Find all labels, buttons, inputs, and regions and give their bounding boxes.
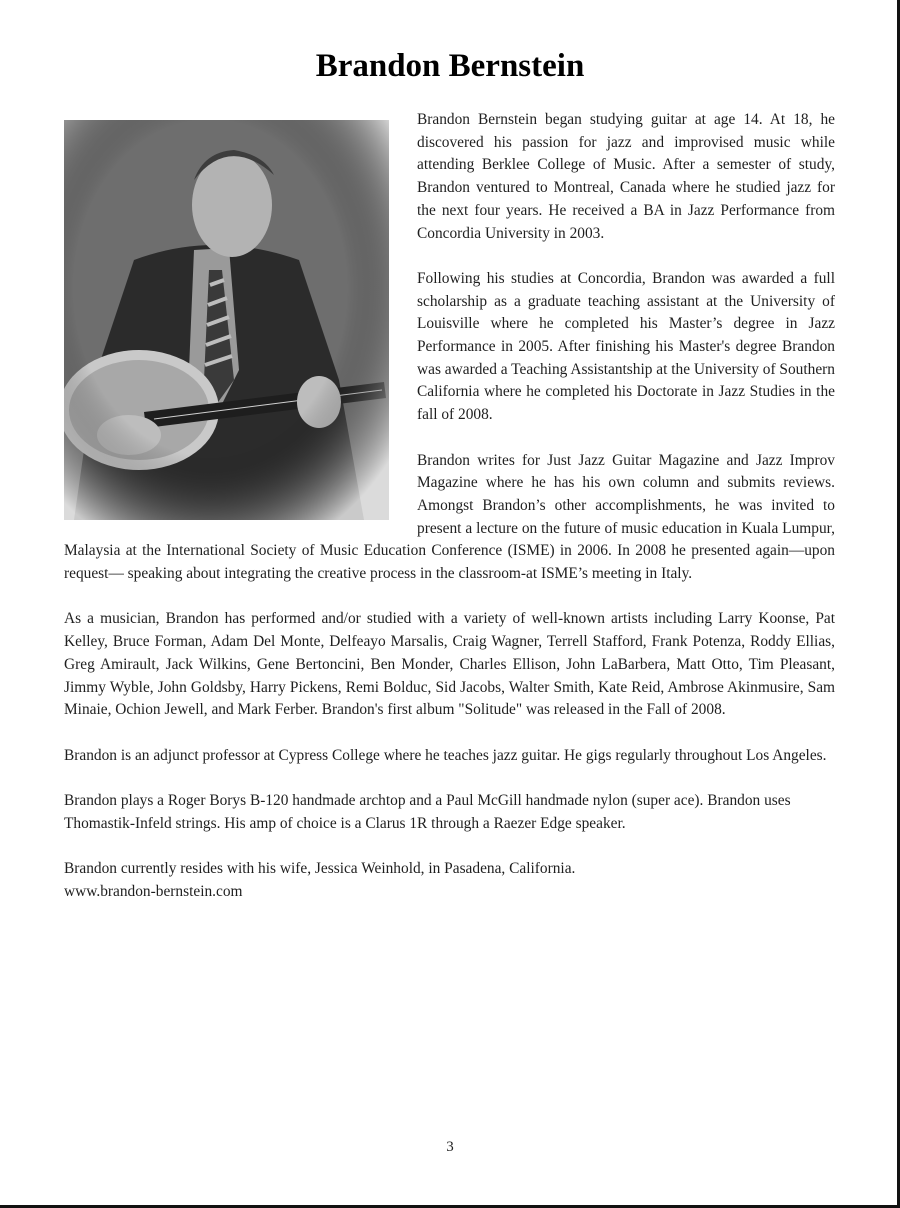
- guitarist-photo: [64, 120, 389, 520]
- bio-paragraph-4: As a musician, Brandon has performed and/or studied with a variety of well-known artists including Larry Koonse, Pat Kelley, Bruce Forman, Adam Del Monte, Delfeayo Marsalis, Craig Wagner, Terrell Stafford, Frank Potenza, Roddy Ellias, Greg Amirault, Jack Wilkins, Gene Bertoncini, Ben Monder, Charles Ellison, John LaBarbera, Matt Otto, Tim Pleasant, Jimmy Wyble, John Goldsby, Harry Pickens, Remi Bolduc, Sid Jacobs, Walter Smith, Kate Reid, Ambrose Akinmusire, Sam Minaie, Ochion Jewell, and Mark Ferber. Brandon's first album "Solitude" was released in the Fall of 2008.: [64, 610, 835, 719]
- page-title: Brandon Bernstein: [315, 48, 585, 84]
- bio-paragraph-6: Brandon plays a Roger Borys B-120 handmade archtop and a Paul McGill handmade nylon (super ace). Brandon uses Thomastik-Infeld strings. His amp of choice is a Clarus 1R through a Raezer Edge speaker.: [64, 792, 791, 832]
- bio-paragraph-2: Following his studies at Concordia, Brandon was awarded a full scholarship as a graduate teaching assistant at the University of Louisville where he completed his Master’s degree in Jazz Performance in 2005. After finishing his Master's degree Brandon was awarded a Teaching Assistantship at the University of Southern California where he completed his Doctorate in Jazz Studies in the fall of 2008.: [417, 269, 835, 424]
- bio-paragraph-5: Brandon is an adjunct professor at Cypress College where he teaches jazz guitar. He gigs regularly throughout Los Angeles.: [64, 746, 827, 764]
- bio-content: [64, 109, 835, 904]
- bio-paragraph-1: Brandon Bernstein began studying guitar at age 14. At 18, he discovered his passion for jazz and improvised music while attending Berklee College of Music. After a semester of study, Brandon ventured to Montreal, Canada where he studied jazz for the next four years. He received a BA in Jazz Performance from Concordia University in 2003.: [417, 111, 835, 242]
- bio-paragraph-7: Brandon currently resides with his wife, Jessica Weinhold, in Pasadena, California.: [64, 860, 576, 878]
- page-number: 3: [446, 1139, 454, 1155]
- bio-paragraph-3: Brandon writes for Just Jazz Guitar Magazine and Jazz Improv Magazine where he has his own column and submits reviews. Amongst Brandon’s other accomplishments, he was invited to present a lecture on the future of music education in Kuala Lumpur, Malaysia at the International Society of Music Education Conference (ISME) in 2006. In 2008 he presented again—upon request— speaking about integrating the creative process in the classroom-at ISME’s meeting in Italy.: [64, 451, 835, 583]
- website-link[interactable]: www.brandon-bernstein.com: [64, 882, 243, 900]
